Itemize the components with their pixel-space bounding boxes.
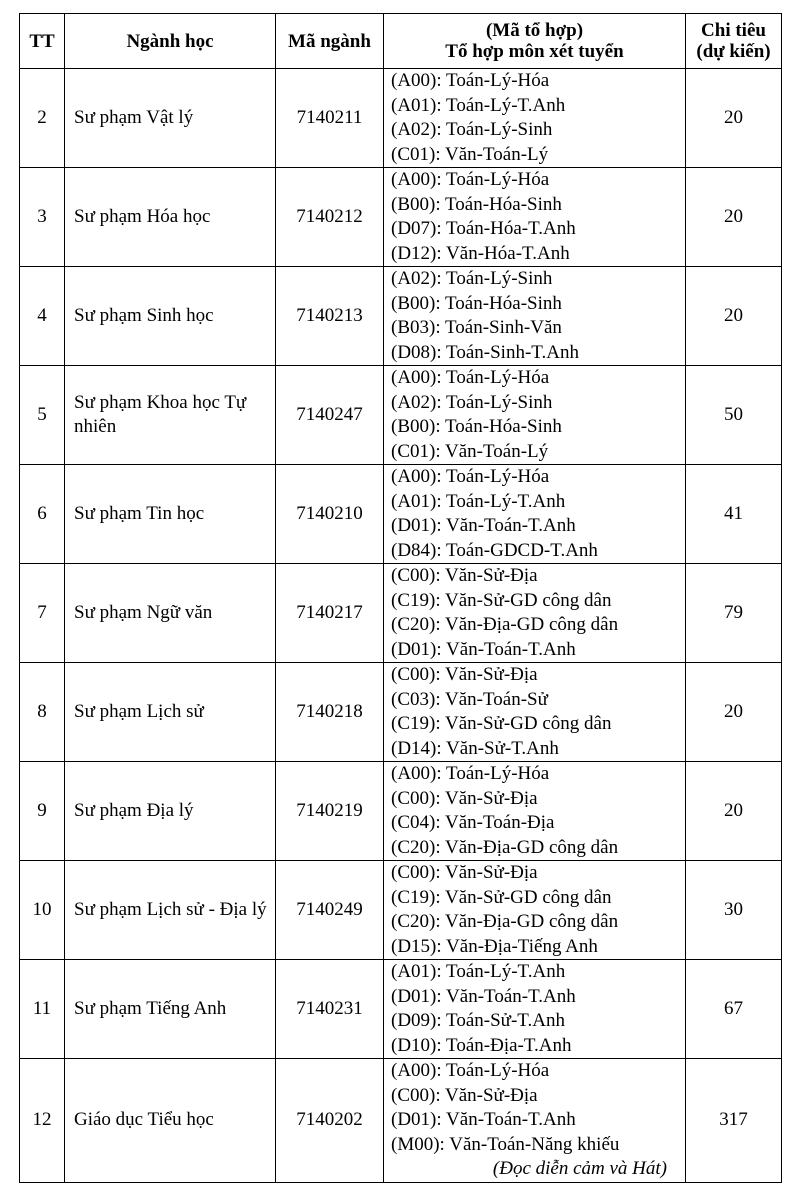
major-name: Sư phạm Tiếng Anh: [65, 960, 276, 1059]
major-name: Sư phạm Lịch sử: [65, 663, 276, 762]
quota-value: 41: [686, 465, 782, 564]
row-number: 6: [20, 465, 65, 564]
combination-item: (D01): Văn-Toán-T.Anh: [391, 985, 576, 1007]
combination-item: (C19): Văn-Sử-GD công dân: [391, 886, 612, 908]
combination-item: (A01): Toán-Lý-T.Anh: [391, 961, 566, 982]
combination-item: (D10): Toán-Địa-T.Anh: [391, 1034, 572, 1056]
admission-quota-table: [19, 13, 782, 1183]
row-number: 9: [20, 762, 65, 861]
major-name: Sư phạm Lịch sử - Địa lý: [65, 861, 276, 960]
quota-value: 50: [686, 366, 782, 465]
quota-value: 20: [686, 69, 782, 168]
subject-combinations: [384, 762, 686, 861]
major-code: 7140219: [276, 762, 384, 861]
header-quota: [686, 14, 782, 69]
combination-item: (A00): Toán-Lý-Hóa: [391, 169, 550, 190]
table-row: [20, 267, 782, 366]
combination-item: (A01): Toán-Lý-T.Anh: [391, 94, 566, 116]
combination-item: (C19): Văn-Sử-GD công dân: [391, 589, 612, 611]
table-row: [20, 960, 782, 1059]
table-row: [20, 465, 782, 564]
major-name: Sư phạm Sinh học: [65, 267, 276, 366]
table-header: [20, 14, 782, 69]
combination-item: (C20): Văn-Địa-GD công dân: [391, 614, 619, 635]
major-code: 7140211: [276, 69, 384, 168]
combination-item: (D84): Toán-GDCD-T.Anh: [391, 539, 598, 561]
header-quota-line2: (dự kiến): [696, 41, 771, 62]
combination-item: (C00): Văn-Sử-Địa: [391, 862, 538, 883]
major-code: 7140249: [276, 861, 384, 960]
quota-value: 67: [686, 960, 782, 1059]
combination-item: (C00): Văn-Sử-Địa: [391, 1084, 538, 1106]
major-code: 7140210: [276, 465, 384, 564]
major-name: Sư phạm Vật lý: [65, 69, 276, 168]
row-number: 5: [20, 366, 65, 465]
combination-item: (A00): Toán-Lý-Hóa: [391, 763, 550, 784]
admission-table-page: [19, 13, 781, 1183]
combination-item: (C04): Văn-Toán-Địa: [391, 812, 555, 833]
quota-value: 20: [686, 762, 782, 861]
header-major: Ngành học: [65, 14, 276, 69]
row-number: 11: [20, 960, 65, 1059]
row-number: 4: [20, 267, 65, 366]
header-row: [20, 14, 782, 69]
table-row: [20, 762, 782, 861]
quota-value: 20: [686, 168, 782, 267]
combination-item: (A00): Toán-Lý-Hóa: [391, 1060, 550, 1081]
row-number: 3: [20, 168, 65, 267]
major-name: Sư phạm Khoa học Tự nhiên: [65, 366, 276, 465]
row-number: 7: [20, 564, 65, 663]
major-code: 7140213: [276, 267, 384, 366]
quota-value: 20: [686, 663, 782, 762]
combination-note: (Đọc diễn cảm và Hát): [492, 1158, 667, 1179]
combination-item: (A02): Toán-Lý-Sinh: [391, 268, 553, 289]
table-row: [20, 861, 782, 960]
subject-combinations: [384, 267, 686, 366]
combination-item: (D12): Văn-Hóa-T.Anh: [391, 242, 570, 264]
table-row: [20, 564, 782, 663]
major-code: 7140217: [276, 564, 384, 663]
row-number: 12: [20, 1059, 65, 1183]
row-number: 2: [20, 69, 65, 168]
combination-item: (C20): Văn-Địa-GD công dân: [391, 911, 619, 932]
combination-item: (D01): Văn-Toán-T.Anh: [391, 1109, 576, 1130]
quota-value: 79: [686, 564, 782, 663]
combination-item: (C20): Văn-Địa-GD công dân: [391, 836, 619, 858]
combination-item: (C01): Văn-Toán-Lý: [391, 143, 549, 165]
major-code: 7140231: [276, 960, 384, 1059]
major-code: 7140212: [276, 168, 384, 267]
combination-item: (D08): Toán-Sinh-T.Anh: [391, 341, 579, 363]
combination-item: (B03): Toán-Sinh-Văn: [391, 317, 562, 338]
table-body: [20, 69, 782, 1183]
major-name: Sư phạm Hóa học: [65, 168, 276, 267]
subject-combinations: [384, 1059, 686, 1183]
combination-item: (B00): Toán-Hóa-Sinh: [391, 193, 562, 215]
combination-item: (D01): Văn-Toán-T.Anh: [391, 638, 576, 660]
row-number: 8: [20, 663, 65, 762]
combination-item: (C00): Văn-Sử-Địa: [391, 565, 538, 586]
combination-item: (A02): Toán-Lý-Sinh: [391, 119, 553, 140]
combination-item: (A00): Toán-Lý-Hóa: [391, 70, 550, 91]
quota-value: 317: [686, 1059, 782, 1183]
header-combos: [384, 14, 686, 69]
header-quota-line1: Chi tiêu: [701, 20, 766, 41]
combination-item: (A02): Toán-Lý-Sinh: [391, 391, 553, 413]
combination-item: (D01): Văn-Toán-T.Anh: [391, 515, 576, 536]
quota-value: 30: [686, 861, 782, 960]
combination-item: (C01): Văn-Toán-Lý: [391, 440, 549, 462]
subject-combinations: [384, 69, 686, 168]
subject-combinations: [384, 366, 686, 465]
combination-item: (C03): Văn-Toán-Sử: [391, 688, 548, 710]
table-row: [20, 168, 782, 267]
table-row: [20, 366, 782, 465]
subject-combinations: [384, 861, 686, 960]
major-name: Sư phạm Tin học: [65, 465, 276, 564]
major-code: 7140247: [276, 366, 384, 465]
table-row: [20, 663, 782, 762]
quota-value: 20: [686, 267, 782, 366]
combination-item: (D07): Toán-Hóa-T.Anh: [391, 218, 576, 239]
combination-item: (C00): Văn-Sử-Địa: [391, 664, 538, 685]
combination-item: (C00): Văn-Sử-Địa: [391, 787, 538, 809]
major-name: Sư phạm Ngữ văn: [65, 564, 276, 663]
combination-item: (M00): Văn-Toán-Năng khiếu: [391, 1133, 620, 1155]
major-name: Sư phạm Địa lý: [65, 762, 276, 861]
row-number: 10: [20, 861, 65, 960]
combination-item: (D14): Văn-Sử-T.Anh: [391, 737, 559, 759]
combination-item: (B00): Toán-Hóa-Sinh: [391, 292, 562, 314]
major-code: 7140202: [276, 1059, 384, 1183]
subject-combinations: [384, 168, 686, 267]
combination-item: (A00): Toán-Lý-Hóa: [391, 367, 550, 388]
subject-combinations: [384, 960, 686, 1059]
major-code: 7140218: [276, 663, 384, 762]
combination-item: (D09): Toán-Sử-T.Anh: [391, 1010, 565, 1031]
subject-combinations: [384, 465, 686, 564]
header-combos-line2: Tổ hợp môn xét tuyển: [445, 41, 624, 62]
combination-item: (C19): Văn-Sử-GD công dân: [391, 713, 612, 734]
table-row: [20, 69, 782, 168]
combination-item: (D15): Văn-Địa-Tiếng Anh: [391, 935, 598, 957]
combination-item: (A01): Toán-Lý-T.Anh: [391, 490, 566, 512]
header-code: Mã ngành: [276, 14, 384, 69]
header-combos-line1: (Mã tổ hợp): [485, 20, 584, 41]
major-name: Giáo dục Tiểu học: [65, 1059, 276, 1183]
combination-item: (B00): Toán-Hóa-Sinh: [391, 416, 562, 437]
header-tt: TT: [20, 14, 65, 69]
subject-combinations: [384, 663, 686, 762]
combination-item: (A00): Toán-Lý-Hóa: [391, 466, 550, 487]
table-row: [20, 1059, 782, 1183]
subject-combinations: [384, 564, 686, 663]
